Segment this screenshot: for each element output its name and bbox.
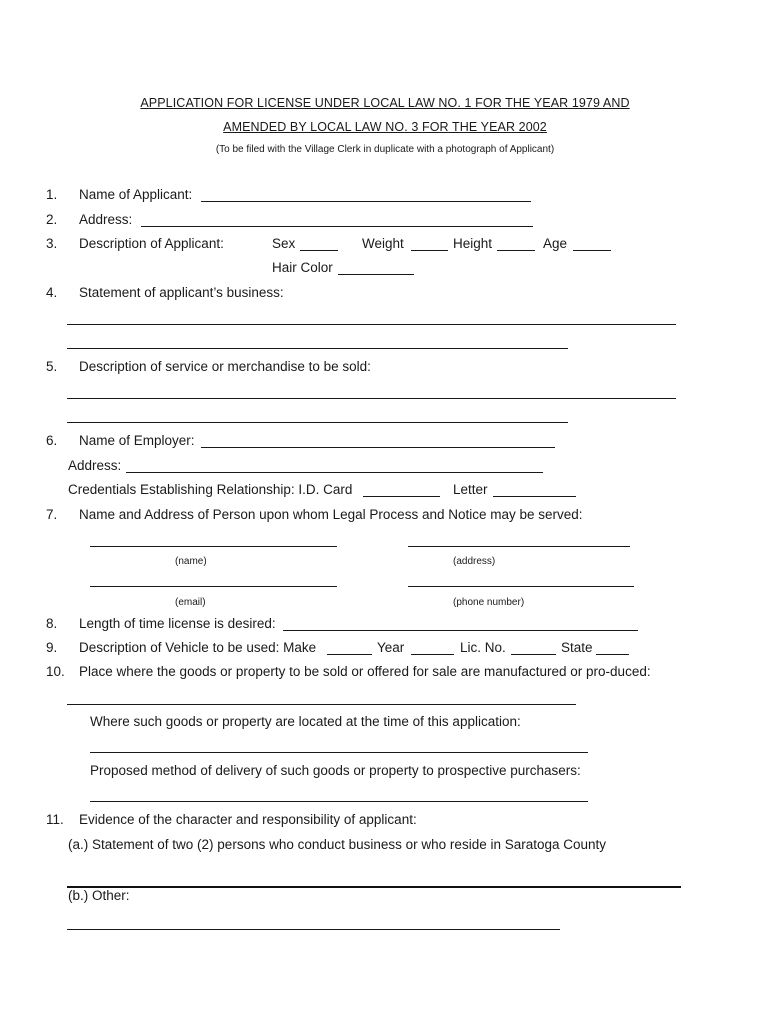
hair-color-label: Hair Color xyxy=(272,260,333,275)
item-number-1: 1. xyxy=(46,187,58,202)
other-evidence-field[interactable] xyxy=(67,929,560,930)
employer-name-label: Name of Employer: xyxy=(79,433,195,448)
item-number-4: 4. xyxy=(46,285,58,300)
delivery-method-label: Proposed method of delivery of such goods or property to prospective purchasers: xyxy=(90,763,581,778)
vehicle-lic-label: Lic. No. xyxy=(460,640,506,655)
item-number-10: 10. xyxy=(46,664,65,679)
goods-origin-field[interactable] xyxy=(67,704,576,705)
age-label: Age xyxy=(543,236,568,251)
vehicle-state-field[interactable] xyxy=(596,654,629,655)
item-number-7: 7. xyxy=(46,507,58,522)
license-length-field[interactable] xyxy=(283,630,638,631)
merchandise-description-line-2[interactable] xyxy=(67,422,568,423)
business-statement-line-2[interactable] xyxy=(67,348,568,349)
phone-caption: (phone number) xyxy=(453,597,525,608)
character-evidence-label: Evidence of the character and responsibility of applicant: xyxy=(79,812,417,827)
vehicle-year-field[interactable] xyxy=(411,654,454,655)
address-caption: (address) xyxy=(453,556,496,567)
process-phone-field[interactable] xyxy=(408,586,634,587)
applicant-description-label: Description of Applicant: xyxy=(79,236,224,251)
legal-process-person-label: Name and Address of Person upon whom Legal Process and Notice may be served: xyxy=(79,507,583,522)
business-statement-line-1[interactable] xyxy=(67,324,676,325)
vehicle-make-label: Description of Vehicle to be used: Make xyxy=(79,640,317,655)
applicant-address-field[interactable] xyxy=(141,226,533,227)
vehicle-year-label: Year xyxy=(377,640,405,655)
employer-name-field[interactable] xyxy=(201,447,555,448)
vehicle-state-label: State xyxy=(561,640,593,655)
process-name-field[interactable] xyxy=(90,546,337,547)
item-number-3: 3. xyxy=(46,236,58,251)
delivery-method-field[interactable] xyxy=(90,801,588,802)
merchandise-description-label: Description of service or merchandise to be sold: xyxy=(79,359,371,374)
weight-label: Weight xyxy=(362,236,404,251)
sex-label: Sex xyxy=(272,236,296,251)
height-field[interactable] xyxy=(497,250,535,251)
item-number-11: 11. xyxy=(46,812,64,827)
item-number-6: 6. xyxy=(46,433,58,448)
letter-label: Letter xyxy=(453,482,488,497)
goods-origin-label: Place where the goods or property to be sold or offered for sale are manufactured or pro-duced: xyxy=(79,664,651,679)
applicant-name-label: Name of Applicant: xyxy=(79,187,193,202)
applicant-address-label: Address: xyxy=(79,212,133,227)
process-address-field[interactable] xyxy=(408,546,630,547)
other-evidence-label: (b.) Other: xyxy=(68,888,130,903)
id-card-field[interactable] xyxy=(363,496,440,497)
vehicle-make-field[interactable] xyxy=(327,654,372,655)
goods-location-field[interactable] xyxy=(90,752,588,753)
letter-field[interactable] xyxy=(493,496,576,497)
form-title-line2: AMENDED BY LOCAL LAW NO. 3 FOR THE YEAR 2002 xyxy=(223,120,547,134)
statement-two-persons-label: (a.) Statement of two (2) persons who conduct business or who reside in Saratoga County xyxy=(68,837,607,852)
form-title-line1: APPLICATION FOR LICENSE UNDER LOCAL LAW NO. 1 FOR THE YEAR 1979 AND xyxy=(140,96,630,110)
form-subtitle: (To be filed with the Village Clerk in duplicate with a photograph of Applicant) xyxy=(215,144,555,155)
license-length-label: Length of time license is desired: xyxy=(79,616,276,631)
process-email-field[interactable] xyxy=(90,586,337,587)
goods-location-label: Where such goods or property are located at the time of this application: xyxy=(90,714,521,729)
business-statement-label: Statement of applicant’s business: xyxy=(79,285,284,300)
age-field[interactable] xyxy=(573,250,611,251)
weight-field[interactable] xyxy=(411,250,448,251)
item-number-5: 5. xyxy=(46,359,58,374)
name-caption: (name) xyxy=(175,556,207,567)
height-label: Height xyxy=(453,236,493,251)
employer-address-label: Address: xyxy=(68,458,122,473)
applicant-name-field[interactable] xyxy=(201,201,531,202)
employer-address-field[interactable] xyxy=(126,472,543,473)
email-caption: (email) xyxy=(175,597,206,608)
item-number-9: 9. xyxy=(46,640,58,655)
vehicle-lic-field[interactable] xyxy=(511,654,556,655)
statement-two-persons-field[interactable] xyxy=(67,886,681,888)
hair-color-field[interactable] xyxy=(338,274,414,275)
item-number-2: 2. xyxy=(46,212,58,227)
credentials-label: Credentials Establishing Relationship: I.D. Card xyxy=(68,482,353,497)
merchandise-description-line-1[interactable] xyxy=(67,398,676,399)
item-number-8: 8. xyxy=(46,616,58,631)
sex-field[interactable] xyxy=(300,250,338,251)
